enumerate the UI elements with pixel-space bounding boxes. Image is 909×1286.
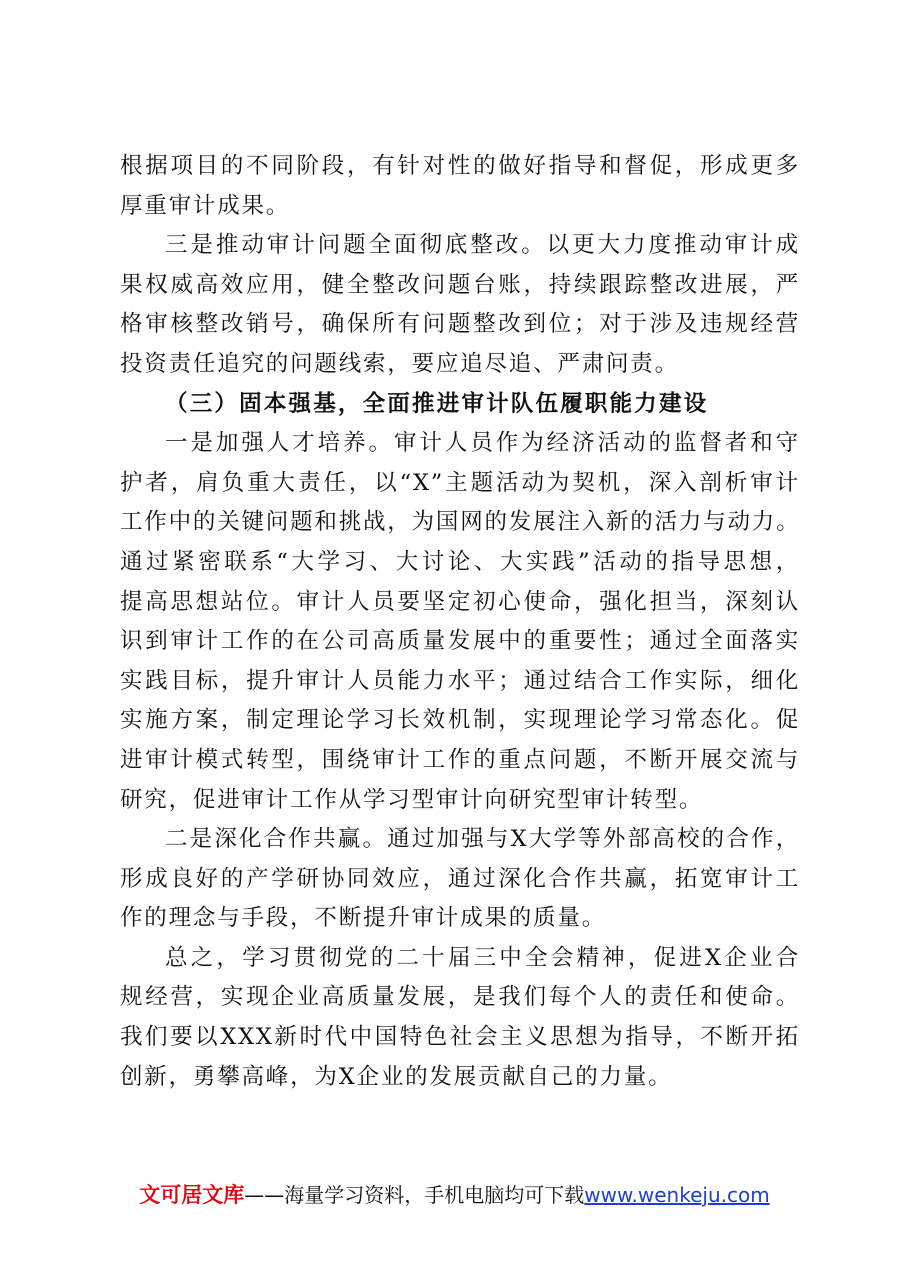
paragraph-line: 研究，促进审计工作从学习型审计向研究型审计转型。 <box>120 786 704 813</box>
paragraph-line: 作的理念与手段，不断提升审计成果的质量。 <box>120 905 607 932</box>
paragraph-line: 实施方案，制定理论学习长效机制，实现理论学习常态化。促 <box>120 707 800 734</box>
footer-tagline: 海量学习资料，手机电脑均可下载 <box>284 1183 585 1207</box>
paragraph-line: 投资责任追究的问题线索，要应追尽追、严肃问责。 <box>120 350 679 377</box>
paragraph-line: 通过紧密联系“大学习、大讨论、大实践”活动的指导思想， <box>120 548 800 575</box>
brand-name: 文可居文库 <box>139 1183 245 1207</box>
paragraph-line: 总之，学习贯彻党的二十届三中全会精神，促进X企业合 <box>165 944 800 971</box>
paragraph-line: 根据项目的不同阶段，有针对性的做好指导和督促，形成更多 <box>120 153 800 179</box>
paragraph-line: 厚重审计成果。 <box>120 192 291 219</box>
paragraph-line: 规经营，实现企业高质量发展，是我们每个人的责任和使命。 <box>120 984 800 1011</box>
paragraph-line: 提高思想站位。审计人员要坚定初心使命，强化担当，深刻认 <box>120 588 800 615</box>
section-heading: （三）固本强基，全面推进审计队伍履职能力建设 <box>165 390 709 417</box>
paragraph-line: 我们要以XXX新时代中国特色社会主义思想为指导，不断开拓 <box>120 1024 800 1051</box>
paragraph-line: 工作中的关键问题和挑战，为国网的发展注入新的活力与动力。 <box>120 509 801 536</box>
paragraph-line: 形成良好的产学研协同效应，通过深化合作共赢，拓宽审计工 <box>120 865 800 892</box>
footer-banner <box>0 1180 909 1210</box>
document-body <box>120 147 800 1097</box>
paragraph-line: 格审核整改销号，确保所有问题整改到位；对于涉及违规经营 <box>120 311 800 338</box>
paragraph-line: 进审计模式转型，围绕审计工作的重点问题，不断开展交流与 <box>120 746 800 773</box>
paragraph-line: 护者，肩负重大责任，以“X”主题活动为契机，深入剖析审计 <box>120 469 800 496</box>
paragraph-line: 一是加强人才培养。审计人员作为经济活动的监督者和守 <box>165 430 800 457</box>
paragraph-line: 创新，勇攀高峰，为X企业的发展贡献自己的力量。 <box>120 1063 673 1090</box>
paragraph-line: 实践目标，提升审计人员能力水平；通过结合工作实际，细化 <box>120 667 800 694</box>
footer-dash: —— <box>244 1183 285 1207</box>
website-link[interactable]: www.wenkeju.com <box>584 1183 770 1207</box>
paragraph-line: 二是深化合作共赢。通过加强与X大学等外部高校的合作， <box>165 826 800 853</box>
paragraph-line: 识到审计工作的在公司高质量发展中的重要性；通过全面落实 <box>120 628 800 655</box>
paragraph-line: 三是推动审计问题全面彻底整改。以更大力度推动审计成 <box>165 232 800 259</box>
paragraph-line: 果权威高效应用，健全整改问题台账，持续跟踪整改进展，严 <box>120 271 800 298</box>
